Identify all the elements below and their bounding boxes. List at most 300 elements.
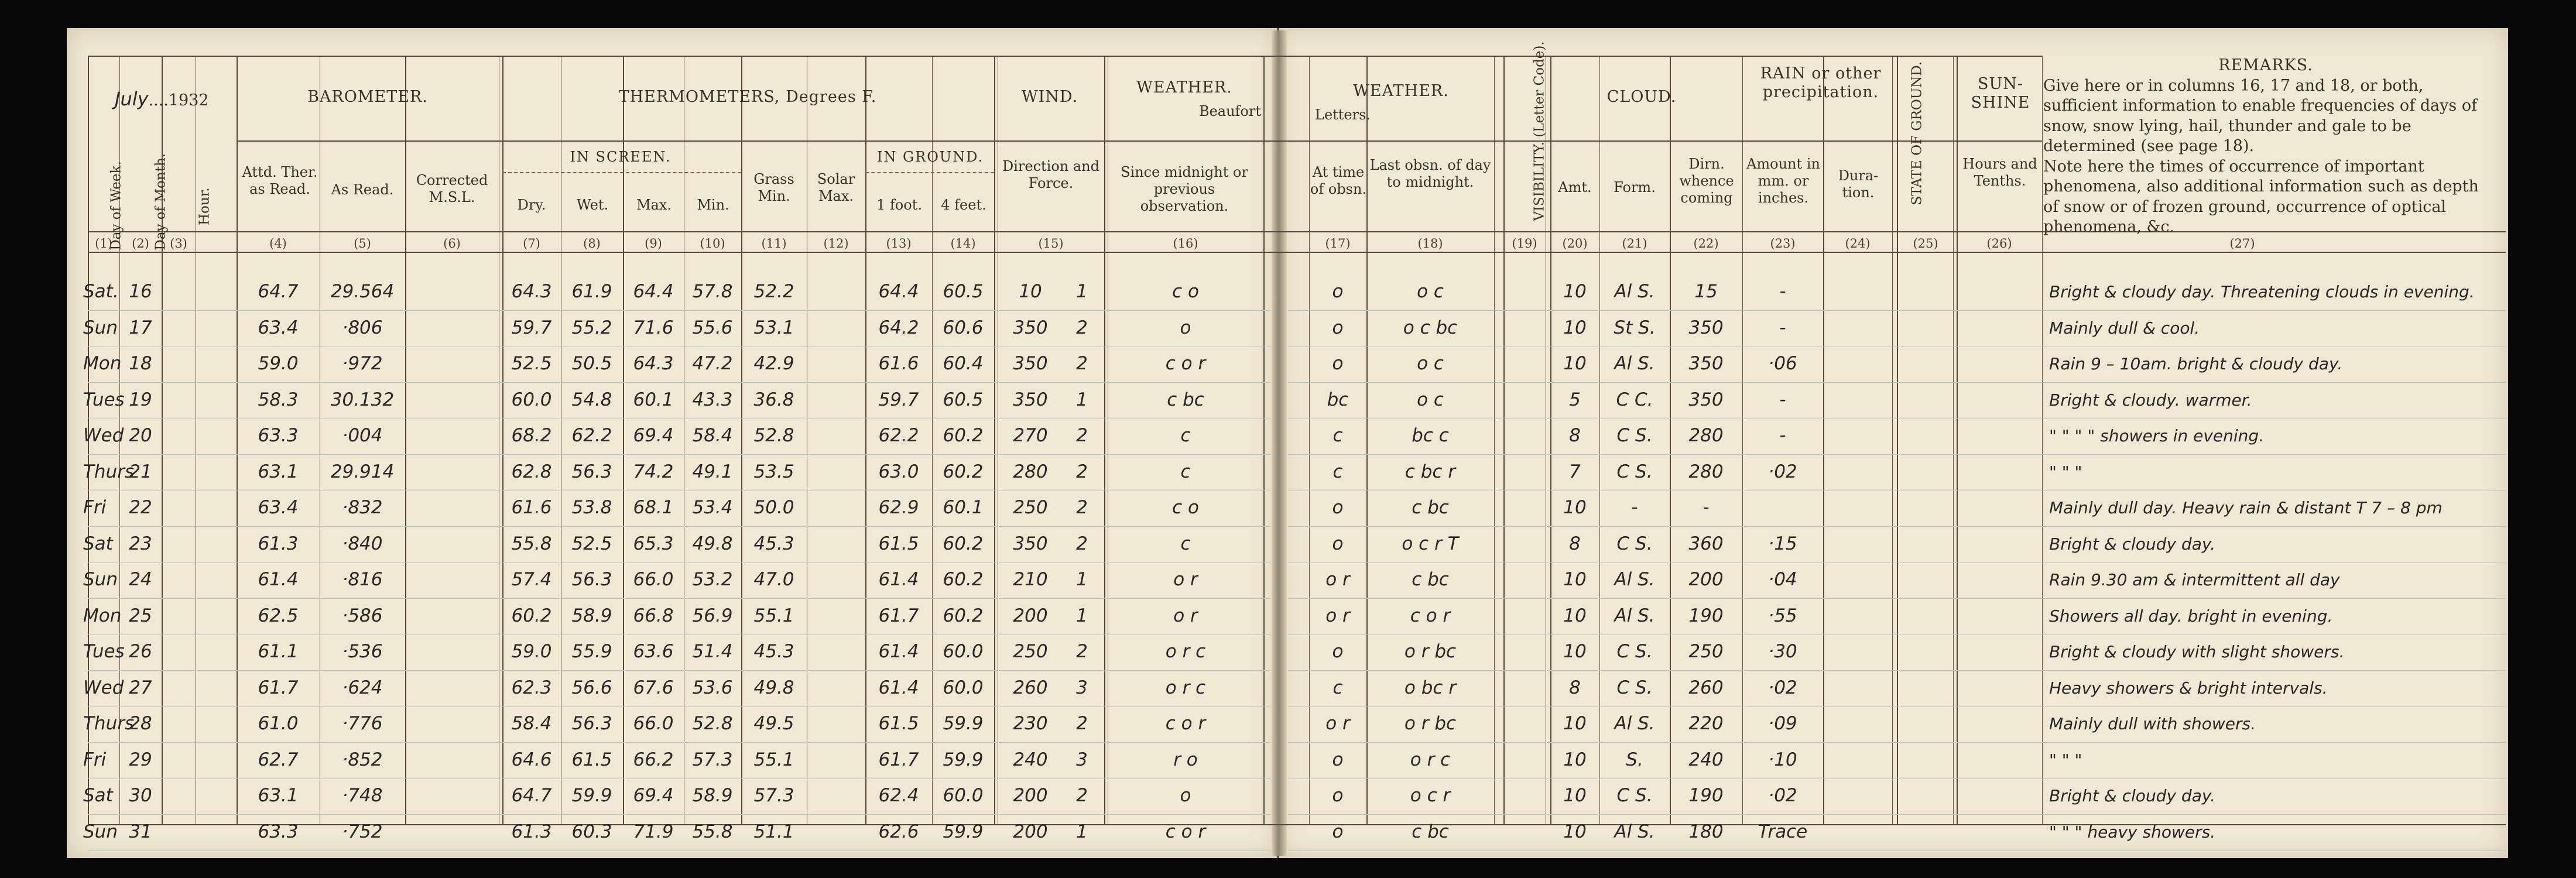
wet-cell: 61.5: [571, 749, 612, 770]
one-foot-cell: 64.4: [878, 281, 919, 302]
row-rule: [88, 310, 1270, 311]
subheader-line-right: [1309, 140, 2042, 142]
wind-force-cell: 1: [1076, 569, 1088, 590]
weather-last-obsn-cell: bc c: [1412, 425, 1449, 446]
min-cell: 49.1: [692, 461, 733, 482]
wind-direction-cell: 280: [1013, 461, 1048, 482]
dry-cell: 59.7: [511, 317, 552, 338]
column-line: [2042, 56, 2043, 825]
four-feet-header: 4 feet.: [941, 197, 986, 213]
as-read-cell: ·852: [342, 749, 383, 770]
max-cell: 65.3: [633, 533, 674, 554]
weather-at-time-cell: o r: [1325, 605, 1350, 626]
attd-ther-cell: 61.7: [258, 677, 299, 698]
day-of-month-cell: 17: [129, 317, 152, 338]
at-time-header: At time of obsn.: [1310, 164, 1367, 197]
hours-tenths-header: Hours and Tenths.: [1962, 156, 2037, 189]
grass-min-cell: 55.1: [753, 605, 794, 626]
beaufort-weather-cell: o r: [1173, 569, 1198, 590]
dry-cell: 61.3: [511, 821, 552, 842]
min-cell: 57.3: [692, 749, 733, 770]
weather-at-time-cell: o: [1332, 281, 1344, 302]
max-cell: 71.9: [633, 821, 674, 842]
max-cell: 68.1: [633, 497, 674, 518]
grass-min-cell: 57.3: [753, 785, 794, 806]
remarks-cell: " " " " showers in evening.: [2049, 426, 2265, 445]
cloud-direction-cell: 280: [1688, 461, 1724, 482]
remarks-note: Note here the times of occurrence of important phenomena, also additional information such as depth of snow or of frozen ground, occurrence of optical phenomena, &c.: [2043, 157, 2479, 236]
column-number: (2): [132, 236, 149, 251]
grass-min-cell: 36.8: [753, 389, 794, 410]
rain-amount-cell: ·06: [1768, 353, 1797, 374]
as-read-cell: ·816: [342, 569, 383, 590]
column-number: (25): [1913, 236, 1938, 251]
min-cell: 47.2: [692, 353, 733, 374]
weather-at-time-cell: o: [1332, 497, 1344, 518]
rain-amount-cell: ·02: [1768, 785, 1797, 806]
remarks-cell: Rain 9.30 am & intermittent all day: [2049, 570, 2340, 589]
attd-ther-cell: 61.1: [258, 641, 299, 662]
weather-last-obsn-cell: c bc: [1412, 497, 1449, 518]
duration-header: Dura-tion.: [1838, 167, 1879, 201]
row-rule: [88, 382, 1270, 383]
wind-direction-cell: 260: [1013, 677, 1048, 698]
grass-min-cell: 49.8: [753, 677, 794, 698]
remarks-cell: Bright & cloudy with slight showers.: [2049, 642, 2345, 661]
cloud-direction-cell: 350: [1688, 317, 1724, 338]
weather-last-obsn-cell: o c: [1417, 353, 1444, 374]
day-of-week-cell: Mon: [83, 605, 122, 626]
one-foot-cell: 61.4: [878, 677, 919, 698]
one-foot-cell: 61.6: [878, 353, 919, 374]
cloud-form-cell: C C.: [1616, 389, 1653, 410]
min-cell: 53.6: [692, 677, 733, 698]
day-of-month-cell: 31: [129, 821, 152, 842]
max-cell: 63.6: [633, 641, 674, 662]
wet-cell: 56.6: [571, 677, 612, 698]
in-ground-line: [865, 172, 994, 173]
dry-cell: 58.4: [511, 713, 552, 734]
grass-min-cell: 42.9: [753, 353, 794, 374]
as-read-cell: ·972: [342, 353, 383, 374]
remarks-cell: Heavy showers & bright intervals.: [2049, 678, 2328, 698]
row-rule: [88, 706, 1270, 707]
remarks-cell: Bright & cloudy. warmer.: [2049, 390, 2252, 410]
day-of-week-cell: Sat: [83, 785, 113, 806]
beaufort-weather-cell: c: [1180, 533, 1191, 554]
cloud-form-cell: Al S.: [1614, 281, 1655, 302]
day-of-week-cell: Sun: [83, 569, 118, 590]
remarks-cell: Mainly dull with showers.: [2049, 714, 2256, 733]
column-number: (16): [1173, 236, 1198, 251]
min-cell: 55.8: [692, 821, 733, 842]
min-cell: 52.8: [692, 713, 733, 734]
cloud-form-cell: C S.: [1616, 641, 1653, 662]
column-number: (3): [170, 236, 187, 251]
weather-last-obsn-cell: o c bc: [1403, 317, 1458, 338]
cloud-amount-cell: 5: [1569, 389, 1581, 410]
day-of-week-cell: Fri: [83, 497, 107, 518]
rain-amount-cell: ·55: [1768, 605, 1797, 626]
beaufort-weather-cell: c o: [1172, 281, 1199, 302]
min-cell: 58.4: [692, 425, 733, 446]
column-number: (23): [1770, 236, 1796, 251]
beaufort-weather-cell: o: [1180, 785, 1191, 806]
rain-amount-cell: ·09: [1768, 713, 1797, 734]
remarks-header: [2043, 56, 2488, 238]
row-rule: [1288, 706, 2506, 707]
wind-direction-cell: 250: [1013, 497, 1048, 518]
dry-cell: 52.5: [511, 353, 552, 374]
header-top-line: [88, 56, 2042, 57]
attd-ther-cell: 62.7: [258, 749, 299, 770]
four-feet-cell: 60.1: [943, 497, 984, 518]
cloud-amount-cell: 10: [1563, 353, 1587, 374]
remarks-cell: " " " heavy showers.: [2049, 822, 2216, 842]
remarks-cell: Bright & cloudy day.: [2049, 786, 2216, 805]
weather-at-time-cell: o: [1332, 821, 1344, 842]
column-number: (6): [443, 236, 461, 251]
min-cell: 56.9: [692, 605, 733, 626]
beaufort-subheader: Beaufort: [1198, 103, 1261, 119]
wet-cell: 53.8: [571, 497, 612, 518]
rain-header: RAIN or other precipitation.: [1760, 64, 1882, 102]
wet-cell: 62.2: [571, 425, 612, 446]
sunshine-header: SUN-SHINE: [1971, 75, 2030, 112]
four-feet-cell: 59.9: [943, 749, 984, 770]
beaufort-weather-cell: c o: [1172, 497, 1199, 518]
as-read-cell: ·776: [342, 713, 383, 734]
rain-amount-cell: ·04: [1768, 569, 1797, 590]
weather-at-time-cell: o r: [1325, 569, 1350, 590]
day-of-week-cell: Wed: [83, 677, 124, 698]
dry-cell: 61.6: [511, 497, 552, 518]
wind-direction-cell: 350: [1013, 389, 1048, 410]
cloud-amount-cell: 8: [1569, 533, 1581, 554]
day-of-month-cell: 19: [129, 389, 152, 410]
cloud-direction-cell: 220: [1688, 713, 1724, 734]
rain-amount-cell: -: [1779, 389, 1786, 410]
grass-min-cell: 52.2: [753, 281, 794, 302]
rain-amount-cell: ·30: [1768, 641, 1797, 662]
row-rule: [1288, 778, 2506, 779]
wind-force-cell: 3: [1076, 749, 1088, 770]
column-number: (12): [823, 236, 849, 251]
weather-last-obsn-cell: o c r: [1410, 785, 1451, 806]
column-line: [1263, 56, 1265, 825]
four-feet-cell: 60.0: [943, 641, 984, 662]
beaufort-weather-cell: c o r: [1165, 821, 1206, 842]
weather-last-obsn-cell: c o r: [1410, 605, 1451, 626]
wind-force-cell: 2: [1076, 785, 1088, 806]
dry-cell: 60.2: [511, 605, 552, 626]
cloud-direction-cell: 350: [1688, 353, 1724, 374]
as-read-cell: ·840: [342, 533, 383, 554]
cloud-form-cell: Al S.: [1614, 353, 1655, 374]
wind-direction-cell: 210: [1013, 569, 1048, 590]
cloud-amount-cell: 10: [1563, 281, 1587, 302]
wind-direction-cell: 250: [1013, 641, 1048, 662]
day-of-month-header: Day of Month.: [153, 153, 169, 251]
cloud-amount-cell: 10: [1563, 713, 1587, 734]
dry-cell: 62.3: [511, 677, 552, 698]
one-foot-cell: 61.5: [878, 533, 919, 554]
row-rule: [88, 778, 1270, 779]
beaufort-weather-cell: c: [1180, 461, 1191, 482]
wet-cell: 50.5: [571, 353, 612, 374]
weather-last-obsn-cell: o c: [1417, 281, 1444, 302]
cloud-direction-cell: 190: [1688, 785, 1724, 806]
cloud-direction-cell: 350: [1688, 389, 1724, 410]
dry-header: Dry.: [517, 197, 546, 213]
weather-last-obsn-cell: o c: [1417, 389, 1444, 410]
cloud-amount-cell: 10: [1563, 497, 1587, 518]
wind-direction-cell: 350: [1013, 317, 1048, 338]
state-of-ground-header: STATE OF GROUND.: [1909, 61, 1925, 205]
day-of-month-cell: 22: [129, 497, 152, 518]
row-rule: [1288, 598, 2506, 599]
cloud-form-cell: S.: [1626, 749, 1643, 770]
column-line: [1957, 56, 1958, 825]
one-foot-cell: 62.2: [878, 425, 919, 446]
cloud-direction-cell: 15: [1694, 281, 1718, 302]
wind-direction-cell: 350: [1013, 353, 1048, 374]
wet-cell: 54.8: [571, 389, 612, 410]
attd-ther-cell: 63.1: [258, 785, 299, 806]
beaufort-weather-cell: r o: [1173, 749, 1198, 770]
four-feet-cell: 60.2: [943, 533, 984, 554]
one-foot-cell: 61.4: [878, 569, 919, 590]
hour-header: Hour.: [197, 187, 213, 225]
weather-last-obsn-cell: c bc r: [1405, 461, 1456, 482]
weather-at-time-cell: o: [1332, 533, 1344, 554]
wet-cell: 56.3: [571, 569, 612, 590]
column-number: (14): [950, 236, 976, 251]
four-feet-cell: 60.5: [943, 389, 984, 410]
row-rule: [1288, 670, 2506, 671]
day-of-month-cell: 24: [129, 569, 152, 590]
grass-min-cell: 53.1: [753, 317, 794, 338]
one-foot-cell: 62.9: [878, 497, 919, 518]
wind-force-cell: 2: [1076, 713, 1088, 734]
beaufort-weather-cell: c: [1180, 425, 1191, 446]
row-rule: [1288, 814, 2506, 815]
four-feet-cell: 59.9: [943, 713, 984, 734]
column-number: (17): [1325, 236, 1351, 251]
one-foot-cell: 62.4: [878, 785, 919, 806]
four-feet-cell: 60.2: [943, 425, 984, 446]
column-number: (9): [645, 236, 662, 251]
remarks-cell: Mainly dull day. Heavy rain & distant T 7 – 8 pm: [2049, 498, 2443, 517]
min-cell: 53.4: [692, 497, 733, 518]
beaufort-weather-cell: c o r: [1165, 713, 1206, 734]
max-cell: 66.0: [633, 713, 674, 734]
dirn-header: Dirn. whence coming: [1679, 156, 1734, 206]
year-printed: ....1932: [148, 91, 209, 109]
last-obsn-header: Last obsn. of day to midnight.: [1369, 157, 1491, 190]
weather-letters-header: WEATHER.: [1353, 82, 1449, 100]
one-foot-cell: 61.5: [878, 713, 919, 734]
cloud-direction-cell: 250: [1688, 641, 1724, 662]
as-read-cell: 30.132: [330, 389, 395, 410]
cloud-form-cell: C S.: [1616, 425, 1653, 446]
cloud-direction-cell: -: [1703, 497, 1710, 518]
min-cell: 51.4: [692, 641, 733, 662]
grass-min-cell: 49.5: [753, 713, 794, 734]
one-foot-header: 1 foot.: [876, 197, 922, 213]
day-of-month-cell: 27: [129, 677, 152, 698]
as-read-cell: ·624: [342, 677, 383, 698]
cloud-amount-cell: 8: [1569, 677, 1581, 698]
wet-cell: 52.5: [571, 533, 612, 554]
cloud-direction-cell: 260: [1688, 677, 1724, 698]
form-header: Form.: [1614, 179, 1656, 196]
column-number: (11): [761, 236, 787, 251]
column-number: (18): [1417, 236, 1443, 251]
row-rule: [1288, 310, 2506, 311]
attd-ther-cell: 63.1: [258, 461, 299, 482]
max-cell: 66.0: [633, 569, 674, 590]
cloud-amount-cell: 10: [1563, 605, 1587, 626]
wet-cell: 56.3: [571, 713, 612, 734]
attd-ther-cell: 63.3: [258, 425, 299, 446]
as-read-cell: 29.914: [330, 461, 395, 482]
weather-at-time-cell: o: [1332, 353, 1344, 374]
remarks-cell: Bright & cloudy day.: [2049, 534, 2216, 554]
max-cell: 60.1: [633, 389, 674, 410]
grass-min-cell: 52.8: [753, 425, 794, 446]
weather-last-obsn-cell: c bc: [1412, 569, 1449, 590]
day-of-week-cell: Sun: [83, 821, 118, 842]
row-rule: [88, 742, 1270, 743]
wind-force-cell: 1: [1076, 389, 1088, 410]
cloud-amount-cell: 8: [1569, 425, 1581, 446]
row-rule: [1288, 454, 2506, 455]
column-number: (27): [2229, 236, 2255, 251]
grass-min-cell: 47.0: [753, 569, 794, 590]
attd-ther-cell: 62.5: [258, 605, 299, 626]
one-foot-cell: 63.0: [878, 461, 919, 482]
attd-ther-cell: 61.0: [258, 713, 299, 734]
grass-min-cell: 45.3: [753, 533, 794, 554]
day-of-week-cell: Mon: [83, 353, 122, 374]
as-read-header: As Read.: [331, 181, 394, 198]
dry-cell: 68.2: [511, 425, 552, 446]
cloud-form-cell: Al S.: [1614, 569, 1655, 590]
cloud-form-cell: Al S.: [1614, 821, 1655, 842]
four-feet-cell: 60.2: [943, 461, 984, 482]
wind-force-cell: 2: [1076, 497, 1088, 518]
cloud-amount-cell: 10: [1563, 821, 1587, 842]
direction-force-header: Direction and Force.: [1002, 158, 1100, 191]
grass-min-cell: 53.5: [753, 461, 794, 482]
cloud-direction-cell: 200: [1688, 569, 1724, 590]
column-line: [1953, 56, 1954, 825]
dry-cell: 64.7: [511, 785, 552, 806]
row-rule: [88, 454, 1270, 455]
rain-amount-cell: ·02: [1768, 677, 1797, 698]
weather-last-obsn-cell: o bc r: [1404, 677, 1457, 698]
attd-ther-cell: 63.3: [258, 821, 299, 842]
grass-min-cell: 55.1: [753, 749, 794, 770]
wind-direction-cell: 200: [1013, 821, 1048, 842]
beaufort-weather-cell: c o r: [1165, 353, 1206, 374]
remarks-cell: Mainly dull & cool.: [2049, 318, 2200, 338]
day-of-month-cell: 26: [129, 641, 152, 662]
cloud-direction-cell: 190: [1688, 605, 1724, 626]
column-number: (13): [886, 236, 912, 251]
column-line: [1494, 56, 1495, 825]
one-foot-cell: 61.7: [878, 605, 919, 626]
max-cell: 67.6: [633, 677, 674, 698]
day-of-month-cell: 20: [129, 425, 152, 446]
wet-cell: 58.9: [571, 605, 612, 626]
day-of-month-cell: 23: [129, 533, 152, 554]
min-header: Min.: [697, 197, 729, 213]
remarks-instructions: Give here or in columns 16, 17 and 18, or both, sufficient information to enable frequencies of days of snow, snow lying, hail, thunder and gale to be determined (see page 18).: [2043, 76, 2478, 156]
weather-at-time-cell: o: [1332, 749, 1344, 770]
dry-cell: 60.0: [511, 389, 552, 410]
column-number: (24): [1845, 236, 1871, 251]
rain-amount-cell: -: [1779, 281, 1786, 302]
row-rule: [88, 670, 1270, 671]
weather-at-time-cell: o r: [1325, 713, 1350, 734]
max-cell: 74.2: [633, 461, 674, 482]
wind-direction-cell: 230: [1013, 713, 1048, 734]
wind-force-cell: 3: [1076, 677, 1088, 698]
remarks-cell: " " ": [2049, 462, 2082, 482]
weather-at-time-cell: c: [1332, 461, 1343, 482]
cloud-amount-cell: 10: [1563, 317, 1587, 338]
wind-force-cell: 2: [1076, 425, 1088, 446]
max-cell: 71.6: [633, 317, 674, 338]
one-foot-cell: 61.7: [878, 749, 919, 770]
as-read-cell: 29.564: [330, 281, 395, 302]
as-read-cell: ·586: [342, 605, 383, 626]
wind-force-cell: 2: [1076, 641, 1088, 662]
row-rule: [88, 526, 1270, 527]
column-number: (10): [700, 236, 725, 251]
attd-ther-cell: 63.4: [258, 497, 299, 518]
attd-ther-cell: 59.0: [258, 353, 299, 374]
cloud-header: CLOUD.: [1606, 88, 1677, 106]
max-header: Max.: [636, 197, 672, 213]
day-of-week-header: Day of Week.: [108, 161, 124, 251]
in-screen-header: IN SCREEN.: [570, 149, 672, 165]
cloud-form-cell: C S.: [1616, 677, 1653, 698]
grass-min-cell: 50.0: [753, 497, 794, 518]
column-number: (7): [523, 236, 540, 251]
day-of-week-cell: Thurs: [83, 713, 135, 734]
day-of-week-cell: Sat.: [83, 281, 119, 302]
cloud-form-cell: C S.: [1616, 461, 1653, 482]
day-of-week-cell: Tues: [83, 389, 125, 410]
column-line: [1897, 56, 1898, 825]
cloud-form-cell: C S.: [1616, 785, 1653, 806]
wind-force-cell: 1: [1076, 821, 1088, 842]
wind-direction-cell: 200: [1013, 605, 1048, 626]
amt-header: Amt.: [1558, 179, 1592, 196]
min-cell: 49.8: [692, 533, 733, 554]
day-of-week-cell: Tues: [83, 641, 125, 662]
as-read-cell: ·752: [342, 821, 383, 842]
as-read-cell: ·806: [342, 317, 383, 338]
cloud-form-cell: -: [1631, 497, 1638, 518]
cloud-amount-cell: 10: [1563, 785, 1587, 806]
day-of-week-cell: Sat: [83, 533, 113, 554]
cloud-form-cell: Al S.: [1614, 605, 1655, 626]
barometer-header: BAROMETER.: [307, 88, 428, 106]
